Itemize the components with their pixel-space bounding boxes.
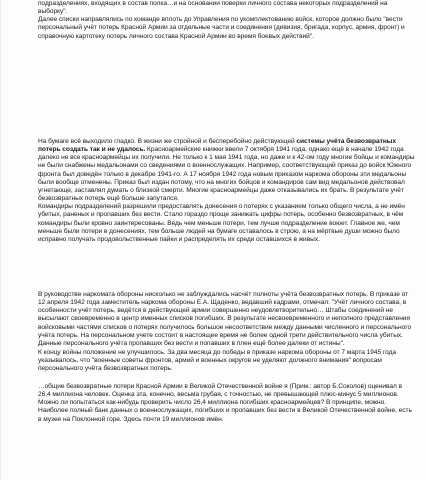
paragraph-3-body: Красноармейские книжки ввели 7 октября 1941 года, однако ещё в начале 1942 года далеко не все красноармейцы их получили. Не только к 1 мая 1941 года, но даже и к 42-ом году многие бойцы и командиры не были снабжены медальонами со сведениями о военнослужащих. Например, соответствующий приказ до войск Южного фронта был доведён только в декабре 1941-го. А 17 ноября 1942 года новым приказом наркома обороны эти медальоны были вообще отменены. Приказ был издан потому, что на многих бойцов и командиров сам вид медальонов действовал угнетающе, заставлял думать о близкой смерти. Многие красноармейцы даже отказывались их брать. В результате учёт безвозвратных потерь ещё больше запутался. bbox=[38, 146, 415, 203]
paragraph-2: Далее списки направлялись по команде вплоть до Управления по укомплектованию войск, которое должно было "вести персональный учёт потерь Красной Армии за отдельные части и соединения (дивизия, бригада, корпус, армия, фронт) и справочную картотеку потерь личного состава Красной Армии во время боевых действий". bbox=[38, 16, 405, 40]
text-block-2 bbox=[38, 138, 416, 244]
text-block-3 bbox=[38, 291, 416, 348]
paragraph-1: подразделениях, входящих в состав полка…и на основании поверки личного состава некоторых подразделений на выборку". bbox=[38, 0, 388, 16]
paragraph-4: Командиры подразделений разрешили предоставлять донесения о потерях с указанием только общего числа, а не имён убитых, раненых и пропавших без вести. Стало гораздо проще занижать цифры потерь, особенно безвозвратных, в чём командиры были кровно заинтересованы. Ведь чем меньше потери, тем лучше подразделение воюет. Главное же, чем меньше были потери в донесениях, тем больше людей на бумаге оставалось в строю, а на мёртвые души можно было исправно получать продовольственные пайки и распределять их среди оставшихся в живых. bbox=[38, 203, 405, 243]
paragraph-6: К концу войны положение не улучшилось. За два месяца до победы в приказе наркома обороны от 7 марта 1945 года указывалось, что "военные советы фронтов, армий и военных округов не уделяют должного внимания" вопросам персонального учёта безвозвратных потерь. bbox=[38, 349, 397, 373]
paragraph-5: В руководстве наркомата обороны нисколько не заблуждались насчёт полноты учёта безвозвратных потерь. В приказе от 12 апреля 1942 года заместитель наркома обороны Е.А. Щаденко, ведавший кадрами, отмечал: "Учёт личного состава, в особенности учёт потерь, ведётся в действующей армии совершенно неудовлетворительно… Штабы соединений не высылают своевременно в центр именных списков погибших. В результате несвоевременного и неполного представления войсковыми частями списков о потерях получилось большое несоответствие между данными численного и персонального учёта потерь. На персональном учете состоит в настоящее время не более одной трети действительного числа убитых. Данные персонального учёта пропавших без вести и попавших в плен ещё более далеки от истины". bbox=[38, 291, 412, 347]
paragraph-7: …общие безвозвратные потери Красной Армии в Великой Отечественной войне я (Прим.: автор Б.Соколов) оценивал в 26,4 миллиона человек. Оценка эта, конечно, весьма грубая, с точностью, не превышающей плюс-минус 5 миллионов. bbox=[38, 383, 403, 399]
text-block-5 bbox=[38, 383, 416, 424]
paragraph-3-lead: На бумаге всё выходило гладко. В жизни же стройной и бесперебойно действующей bbox=[38, 138, 297, 145]
paragraph-3 bbox=[38, 138, 416, 203]
text-block-1 bbox=[38, 0, 416, 41]
text-block-4 bbox=[38, 349, 416, 373]
paragraph-3-emphasis: системы учёта безвозвратных потерь создать так и не удалось. bbox=[38, 138, 396, 154]
paragraph-8: Можно ли попытаться как-нибудь проверить число 26,4 миллиона погибших красноармейцев? В принципе, можно. Наиболее полный банк данных о военнослужащих, погибших и пропавших без вести в Великой Отечественной войне, есть в музее на Поклонной горе. Здесь почти 19 миллионов имён. bbox=[38, 399, 412, 423]
